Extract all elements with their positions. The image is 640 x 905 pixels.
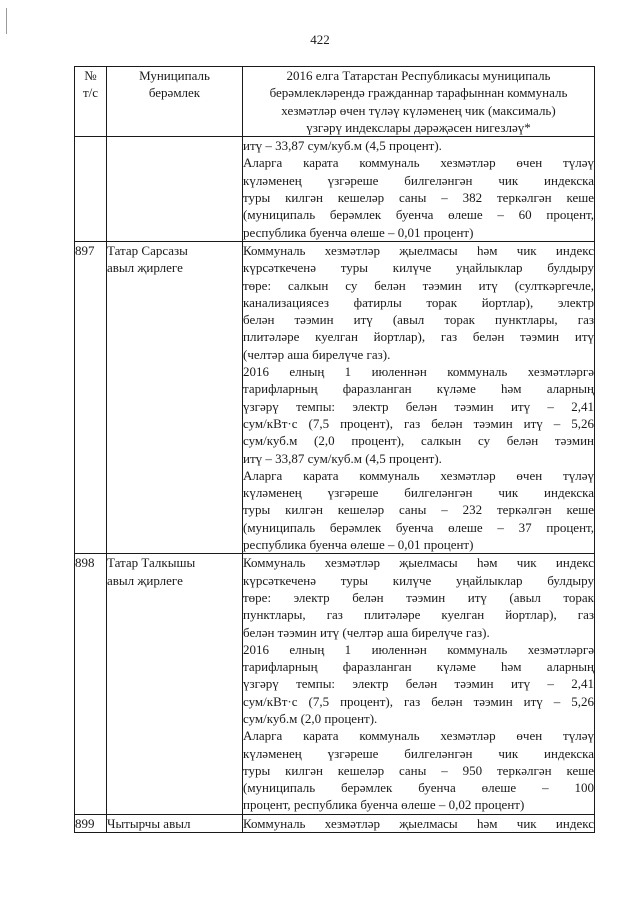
table-row bbox=[75, 814, 595, 832]
tariff-table bbox=[74, 66, 595, 833]
description-line: сум/кВт·с (7,5 процент), газ белән тәэмин итү – 5,26 bbox=[243, 415, 594, 431]
row-number: 899 bbox=[75, 814, 107, 832]
municipality-line: авыл җирлеге bbox=[107, 260, 183, 276]
description-line: итү – 33,87 сум/куб.м (4,5 процент). bbox=[243, 138, 442, 154]
description-line: сум/куб.м (2,0 процент), салкын су белән тәэмин bbox=[243, 433, 594, 449]
row-number: 898 bbox=[75, 554, 107, 814]
description-line: Коммуналь хезмәтләр җыелмасы һәм чик индекс bbox=[243, 815, 594, 831]
municipality-line: Татар Талкышы bbox=[107, 555, 196, 571]
table-row bbox=[75, 137, 595, 242]
description-line: белән тәэмин итү (челтәр аша бирелүче газ). bbox=[243, 624, 490, 640]
description-line: күләменең үзгәреше билгеләнгән чик индекска bbox=[243, 485, 594, 501]
row-number bbox=[75, 137, 107, 242]
description-line: үзгәрү темпы: электр белән тәэмин итү – 2,41 bbox=[243, 676, 594, 692]
page-number: 422 bbox=[310, 32, 330, 47]
description-line: Аларга карата коммуналь хезмәтләр өчен түләү bbox=[243, 467, 594, 483]
description-line: (муниципаль берәмлек буенча өлеше – 60 процент, bbox=[243, 207, 594, 223]
description-line: сум/кВт·с (7,5 процент), газ белән тәэмин итү – 5,26 bbox=[243, 693, 594, 709]
table-header-row bbox=[75, 67, 595, 137]
description-line: күләменең үзгәреше билгеләнгән чик индекска bbox=[243, 172, 594, 188]
municipality-line: авыл җирлеге bbox=[107, 572, 183, 588]
row-description bbox=[243, 554, 595, 814]
description-line: күрсәткеченә туры килүче уңайлыклар булдыру bbox=[243, 572, 594, 588]
header-description: 2016 елга Татарстан Республикасы муниципаль берәмлекләрендә гражданнар тарафыннан коммуналь хезмәтләр өчен түләү күләменең чик (максималь) үзгәрү индекслары дәрәҗәсен нигезләү* bbox=[243, 67, 595, 137]
description-line: туры килгән кешеләр саны – 232 теркәлгән кеше bbox=[243, 502, 594, 518]
description-line: республика буенча өлеше – 0,01 процент) bbox=[243, 537, 474, 553]
description-line: Коммуналь хезмәтләр җыелмасы һәм чик индекс bbox=[243, 242, 594, 258]
description-line: күләменең үзгәреше билгеләнгән чик индекска bbox=[243, 745, 594, 761]
row-description bbox=[243, 241, 595, 553]
description-line: белән тәэмин итү (авыл торак пунктлары, газ bbox=[243, 312, 594, 328]
row-municipality bbox=[107, 814, 243, 832]
description-line: Аларга карата коммуналь хезмәтләр өчен түләү bbox=[243, 728, 594, 744]
description-line: сум/куб.м (2,0 процент). bbox=[243, 710, 378, 726]
row-municipality bbox=[107, 241, 243, 553]
table-row bbox=[75, 241, 595, 553]
description-line: (муниципаль берәмлек буенча өлеше – 37 процент, bbox=[243, 519, 594, 535]
description-line: плитәләре куелган йортлар), газ белән тәэмин итү bbox=[243, 329, 594, 345]
description-line: 2016 елның 1 июленнән коммуналь хезмәтләргә bbox=[243, 641, 594, 657]
municipality-line: Татар Сарсазы bbox=[107, 242, 188, 258]
municipality-line: Чытырчы авыл bbox=[107, 815, 191, 831]
description-line: канализациясез фатирлы торак йортлар), электр bbox=[243, 294, 594, 310]
description-line: 2016 елның 1 июленнән коммуналь хезмәтләргә bbox=[243, 364, 594, 380]
description-line: итү – 33,87 сум/куб.м (4,5 процент). bbox=[243, 450, 442, 466]
description-line: туры килгән кешеләр саны – 950 теркәлгән кеше bbox=[243, 762, 594, 778]
description-line: күрсәткеченә туры килүче уңайлыклар булдыру bbox=[243, 260, 594, 276]
description-line: төре: электр белән тәэмин итү (авыл торак bbox=[243, 589, 594, 605]
description-line: тарифларның фаразланган күләме һәм аларның bbox=[243, 659, 594, 675]
description-line: туры килгән кешеләр саны – 382 теркәлгән кеше bbox=[243, 190, 594, 206]
description-line: (челтәр аша бирелүче газ). bbox=[243, 346, 391, 362]
description-line: пунктлары, газ плитәләре куелган йортлар), газ bbox=[243, 607, 594, 623]
description-line: процент, республика буенча өлеше – 0,02 процент) bbox=[243, 797, 525, 813]
row-municipality bbox=[107, 137, 243, 242]
row-municipality bbox=[107, 554, 243, 814]
description-line: (муниципаль берәмлек буенча өлеше – 100 bbox=[243, 780, 594, 796]
scan-margin-mark bbox=[6, 8, 7, 34]
row-description bbox=[243, 814, 595, 832]
row-number: 897 bbox=[75, 241, 107, 553]
description-line: төре: салкын су белән тәэмин итү (султкәргечле, bbox=[243, 277, 594, 293]
row-description bbox=[243, 137, 595, 242]
header-municipality: Муниципаль берәмлек bbox=[107, 67, 243, 137]
description-line: үзгәрү темпы: электр белән тәэмин итү – 2,41 bbox=[243, 398, 594, 414]
description-line: Аларга карата коммуналь хезмәтләр өчен түләү bbox=[243, 155, 594, 171]
header-number: № т/с bbox=[75, 67, 107, 137]
description-line: республика буенча өлеше – 0,01 процент) bbox=[243, 224, 474, 240]
description-line: тарифларның фаразланган күләме һәм аларның bbox=[243, 381, 594, 397]
description-line: Коммуналь хезмәтләр җыелмасы һәм чик индекс bbox=[243, 555, 594, 571]
table-row bbox=[75, 554, 595, 814]
